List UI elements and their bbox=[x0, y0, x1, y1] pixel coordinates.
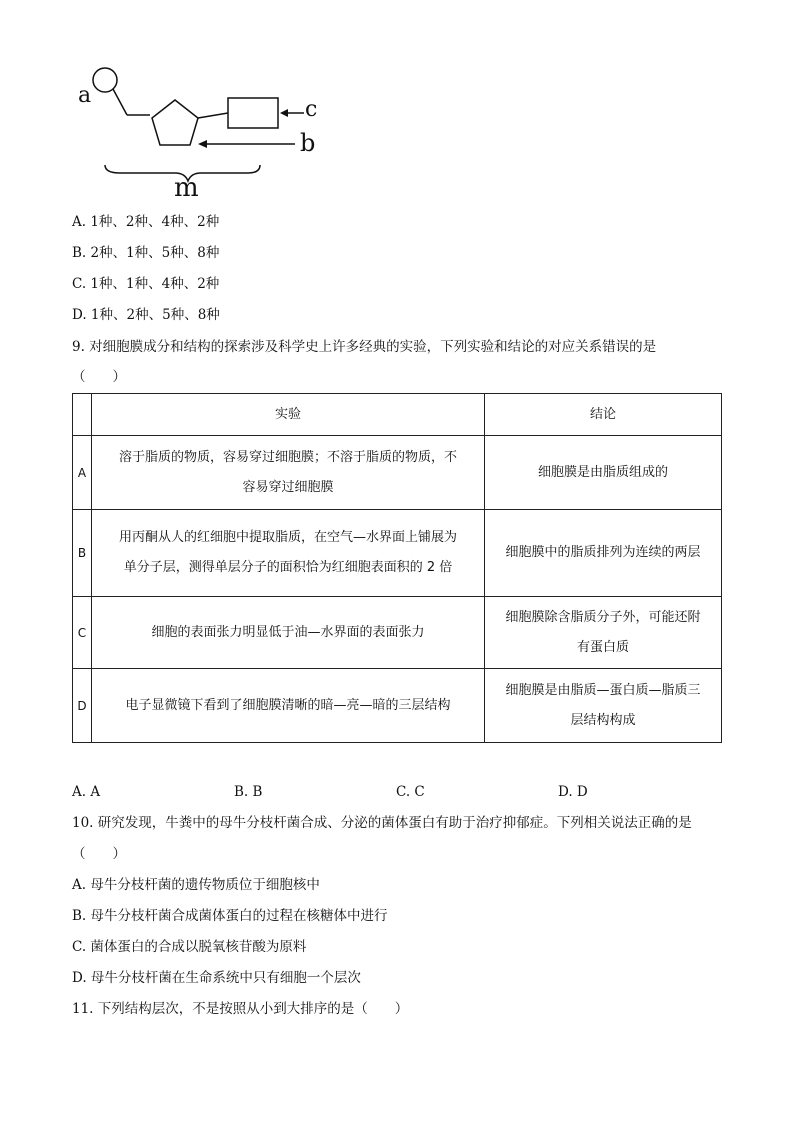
q8-option-a: A. 1种、2种、4种、2种 bbox=[72, 214, 220, 230]
row-experiment bbox=[92, 597, 485, 669]
q10-stem: 10. 研究发现，牛粪中的母牛分枝杆菌合成、分泌的菌体蛋白有助于治疗抑郁症。下列相关说法正确的是 bbox=[72, 815, 692, 831]
row-conclusion bbox=[485, 510, 722, 597]
conclusion-line: 细胞膜是由脂质—蛋白质—脂质三 bbox=[505, 682, 701, 698]
label-b: b bbox=[300, 129, 316, 157]
q8-option-b: B. 2种、1种、5种、8种 bbox=[72, 245, 220, 261]
row-conclusion bbox=[485, 669, 722, 743]
experiment-line: 细胞的表面张力明显低于油—水界面的表面张力 bbox=[151, 624, 425, 640]
experiment-line: 单分子层，测得单层分子的面积恰为红细胞表面积的 2 倍 bbox=[123, 560, 453, 575]
row-conclusion bbox=[485, 436, 722, 510]
row-experiment bbox=[92, 436, 485, 510]
q9-option-d: D. D bbox=[558, 784, 588, 800]
q10-option-d: D. 母牛分枝杆菌在生命系统中只有细胞一个层次 bbox=[72, 970, 361, 986]
q11-stem: 11. 下列结构层次，不是按照从小到大排序的是（ ） bbox=[72, 1001, 409, 1017]
phosphate-bond-1 bbox=[113, 89, 127, 115]
conclusion-line: 细胞膜中的脂质排列为连续的两层 bbox=[505, 545, 701, 560]
phosphate-circle bbox=[93, 68, 117, 92]
q9-option-b: B. B bbox=[234, 784, 263, 800]
conclusion-line: 层结构构成 bbox=[570, 712, 636, 728]
table-row bbox=[73, 436, 722, 510]
table-header-row bbox=[73, 394, 722, 436]
experiment-line: 溶于脂质的物质，容易穿过细胞膜；不溶于脂质的物质，不 bbox=[118, 449, 457, 465]
q8-option-d: D. 1种、2种、5种、8种 bbox=[72, 307, 220, 323]
conclusion-line: 细胞膜除含脂质分子外，可能还附 bbox=[505, 609, 701, 625]
label-a: a bbox=[78, 83, 92, 108]
conclusion-line: 细胞膜是由脂质组成的 bbox=[537, 464, 668, 480]
table-row bbox=[73, 669, 722, 743]
table-header-experiment: 实验 bbox=[92, 394, 485, 436]
q9-table bbox=[72, 393, 722, 743]
pentose-pentagon bbox=[152, 100, 198, 145]
q9-paren: （ ） bbox=[72, 369, 126, 385]
table-header-conclusion: 结论 bbox=[485, 394, 722, 436]
q9-stem: 9. 对细胞膜成分和结构的探索涉及科学史上许多经典的实验，下列实验和结论的对应关系错误的是 bbox=[72, 339, 657, 355]
q10-option-b: B. 母牛分枝杆菌合成菌体蛋白的过程在核糖体中进行 bbox=[72, 908, 388, 924]
q10-paren: （ ） bbox=[72, 846, 126, 862]
row-experiment bbox=[92, 510, 485, 597]
conclusion-line: 有蛋白质 bbox=[576, 639, 629, 655]
row-conclusion bbox=[485, 597, 722, 669]
row-experiment bbox=[92, 669, 485, 743]
q10-option-c: C. 菌体蛋白的合成以脱氧核苷酸为原料 bbox=[72, 939, 307, 955]
base-rectangle bbox=[228, 98, 278, 128]
arrow-c-head bbox=[280, 109, 288, 117]
q9-option-c: C. C bbox=[396, 784, 425, 800]
q9-option-a: A. A bbox=[72, 784, 101, 800]
row-label: D bbox=[73, 669, 92, 743]
experiment-line: 容易穿过细胞膜 bbox=[242, 479, 334, 495]
q10-option-a: A. 母牛分枝杆菌的遗传物质位于细胞核中 bbox=[72, 877, 320, 893]
label-m: m bbox=[174, 173, 199, 203]
base-bond bbox=[198, 113, 228, 118]
experiment-line: 电子显微镜下看到了细胞膜清晰的暗—亮—暗的三层结构 bbox=[125, 697, 451, 713]
row-label: B bbox=[73, 510, 92, 597]
row-label: C bbox=[73, 597, 92, 669]
table-row bbox=[73, 510, 722, 597]
table-row bbox=[73, 597, 722, 669]
label-c: c bbox=[305, 97, 318, 122]
experiment-line: 用丙酮从人的红细胞中提取脂质，在空气—水界面上铺展为 bbox=[118, 530, 457, 545]
arrow-b-head bbox=[198, 140, 207, 148]
row-label: A bbox=[73, 436, 92, 510]
table-header-label bbox=[73, 394, 92, 436]
q8-option-c: C. 1种、1种、4种、2种 bbox=[72, 276, 220, 292]
